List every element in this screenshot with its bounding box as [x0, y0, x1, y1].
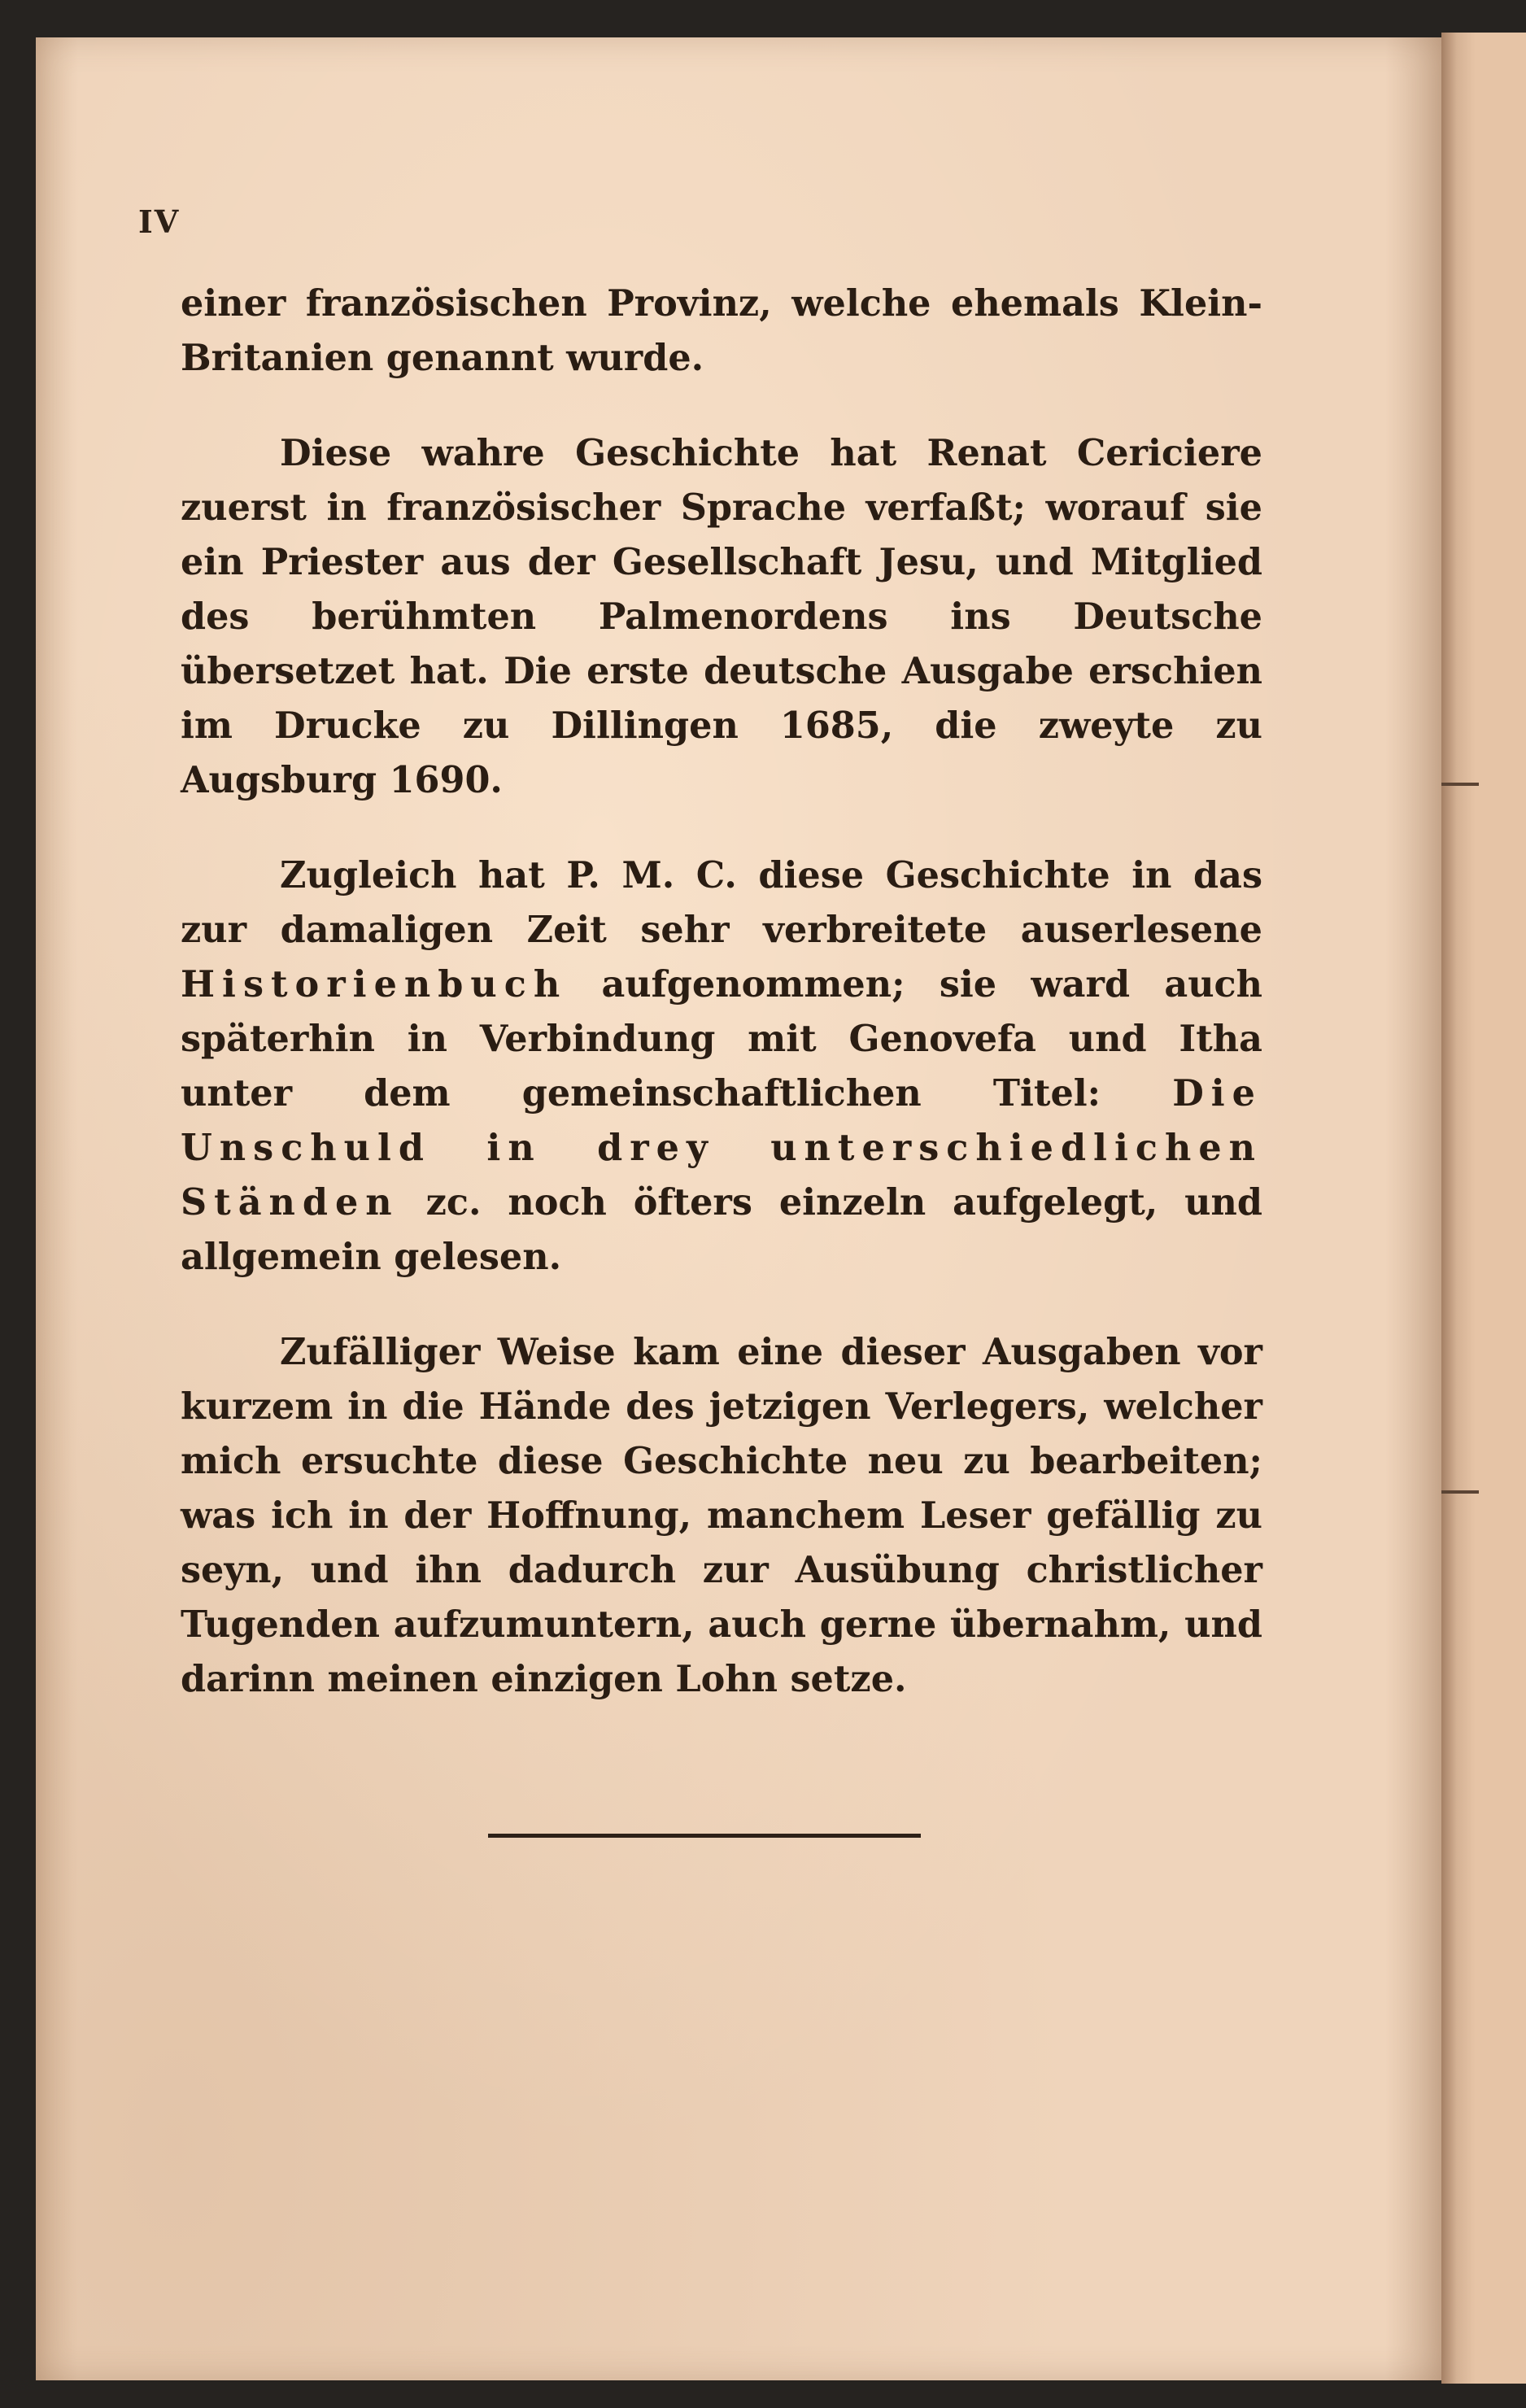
paragraph-3-text-3: zc. noch öfters einzeln aufgelegt, und allgemein gelesen.	[181, 1181, 1262, 1278]
spaced-title-unschuld: Die Unschuld in drey unterschiedlichen Ständen	[181, 1072, 1262, 1224]
page-number: IV	[138, 203, 181, 240]
paragraph-1: einer französischen Provinz, welche ehemals Klein-Britanien genannt wurde.	[181, 282, 1262, 379]
paragraph-3-text-1: Zugleich hat P. M. C. diese Geschichte in das zur damaligen Zeit sehr verbreitete auserlesene	[181, 854, 1262, 951]
paragraph-4: Zufälliger Weise kam eine dieser Ausgaben vor kurzem in die Hände des jetzigen Verlegers, welcher mich ersuchte diese Geschichte neu zu bearbeiten; was ich in der Hoffnung, manchem Leser gefällig zu seyn, und ihn dadurch zur Ausübung christlicher Tugenden aufzumuntern, auch gerne übernahm, und darinn meinen einzigen Lohn setze.	[181, 1331, 1262, 1700]
paragraph-2: Diese wahre Geschichte hat Renat Cericiere zuerst in französischer Sprache verfaßt; worauf sie ein Priester aus der Gesellschaft Jesu, und Mitglied des berühmten Palmenordens ins Deutsche übersetzet hat. Die erste deutsche Ausgabe erschien im Drucke zu Dillingen 1685, die zweyte zu Augsburg 1690.	[181, 432, 1262, 801]
section-divider-rule	[488, 1834, 921, 1838]
spaced-title-historienbuch: Historienbuch	[181, 963, 568, 1006]
paragraph-3-text-2: aufgenommen; sie ward auch späterhin in Verbindung mit Genovefa und Itha unter dem gemeinschaftlichen Titel:	[181, 963, 1262, 1115]
body-text	[181, 277, 1262, 1747]
adjacent-page-edge	[1441, 33, 1526, 2384]
paragraph-3	[181, 848, 1262, 1285]
